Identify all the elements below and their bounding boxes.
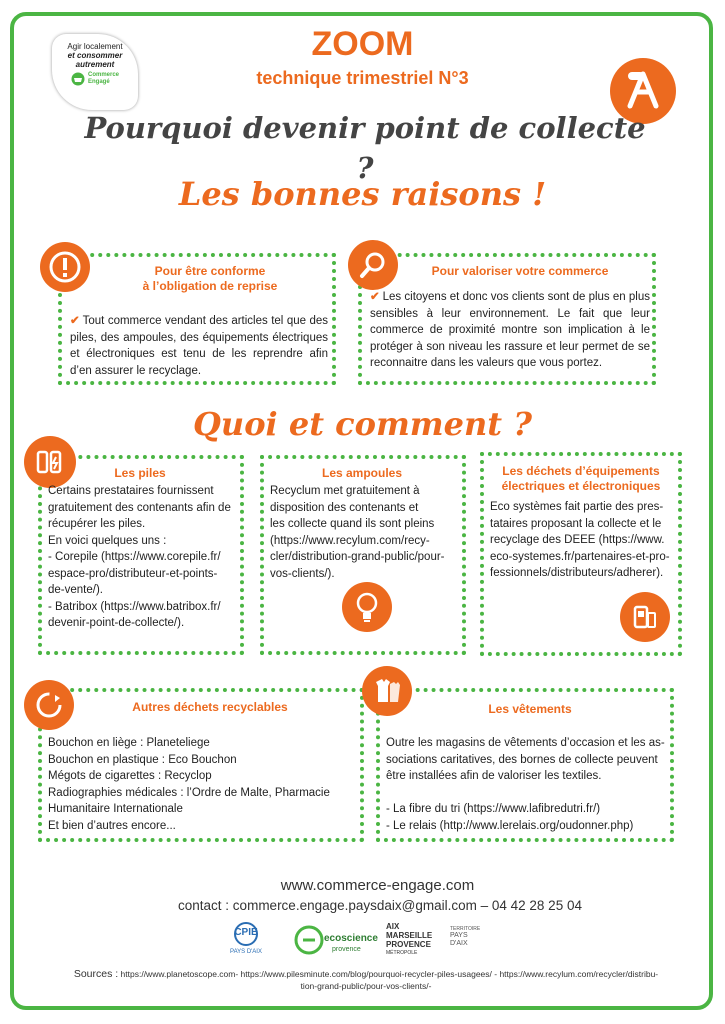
badge-line1: Agir localement xyxy=(67,42,123,51)
pays-aix-logo: TERRITOIRE PAYS D'AIX xyxy=(450,926,481,947)
autres-text: Bouchon en liège : Planeteliege Bouchon en plastique : Eco Bouchon Mégots de cigarettes : Recyclop Radiographies médicales : l’Ordre de Malte, Pharmacie Humanitaire Internationale Et bien d’autres encore... xyxy=(48,737,330,832)
piles-title: Les piles xyxy=(114,466,166,480)
page-subtitle: technique trimestriel N°3 xyxy=(256,68,469,88)
contact: contact : commerce.engage.paysdaix@gmail.com – 04 42 28 25 04 xyxy=(178,898,582,913)
ecoscience-e-icon xyxy=(294,924,324,956)
autres-title: Autres déchets recyclables xyxy=(132,700,288,714)
deee-title: Les déchets d’équipements électriques et électroniques xyxy=(501,464,661,493)
badge-line3: autrement xyxy=(75,60,115,69)
ampoules-text: Recyclum met gratuitement à disposition des contenants et les collecte quand ils sont pleins (https://www.recylum.com/recy- cler/distribution-grand-public/pour- vos-clients/). xyxy=(270,485,445,580)
badge-brand2: Engagé xyxy=(87,79,110,85)
exclamation-icon xyxy=(40,242,90,292)
reason-text-value: ✔ Les citoyens et donc vos clients sont de plus en plus sensibles à leur environnement. Le fait que leur commerce de proximité montre son implication à le protéger à son niveau les rassure et leur permet de se reconnaitre dans les valeurs que vous portez. xyxy=(370,291,650,369)
how-heading: Quoi et comment ? xyxy=(193,405,532,443)
recycle-arrow-icon xyxy=(24,680,74,730)
check-icon: ✔ xyxy=(370,291,380,303)
vetements-text: Outre les magasins de vêtements d’occasion et les as- sociations caritatives, des bornes de collecte peuvent être installées afin de valoriser les textiles. - La fibre du tri (https://www.lafibredutri.fr/) - Le relais (http://www.lerelais.org/oudonner.php) xyxy=(386,737,665,832)
lightbulb-icon xyxy=(342,582,392,632)
reason-title-conformity: Pour être conforme à l’obligation de reprise xyxy=(142,264,278,293)
metropole-logo: AIX MARSEILLE PROVENCE MÉTROPOLE xyxy=(386,922,433,956)
magnifier-icon xyxy=(348,240,398,290)
check-icon: ✔ xyxy=(70,315,80,327)
ecoscience-logo: ecoscience provence xyxy=(294,924,370,960)
phone-device-icon xyxy=(620,592,670,642)
vetements-title: Les vêtements xyxy=(488,702,572,716)
clothing-icon xyxy=(362,666,412,716)
reason-text-conformity: ✔ Tout commerce vendant des articles tel que des piles, des ampoules, des équipements électriques et électroniques est tenu de les reprendre afin d’en assurer le recyclage. xyxy=(70,315,328,377)
cpie-logo: CPIE PAYS D'AIX xyxy=(226,922,266,964)
headline: Pourquoi devenir point de collecte ? xyxy=(84,111,646,185)
badge-brand1: Commerce xyxy=(87,72,119,78)
page-title: ZOOM xyxy=(311,25,414,63)
deee-text: Eco systèmes fait partie des pres- tataires proposant la collecte et le recyclage des DEEE (https://www. eco-systemes.fr/partenaires-et-pro- fessionnels/distributeurs/adherer). xyxy=(490,501,670,579)
badge-line2: et consommer xyxy=(67,51,123,60)
reasons-heading: Les bonnes raisons ! xyxy=(178,175,547,213)
website: www.commerce-engage.com xyxy=(280,877,475,894)
battery-icon xyxy=(24,436,76,488)
sources: Sources : https://www.planetoscope.com- https://www.pilesminute.com/blog/pourquoi-recycler-piles-usagees/ - https://www.recylum.com/recycler/distribu- tion-grand-public/pour-vos-clients/- xyxy=(73,968,659,991)
reason-title-value: Pour valoriser votre commerce xyxy=(431,264,609,278)
piles-text: Certains prestataires fournissent gratuitement des contenants afin de récupérer les piles. En voici quelques uns : - Corepile (https://www.corepile.fr/ espace-pro/distributeur-et-points- de-vente/). - Batribox (https://www.batribox.fr/ devenir-point-de-collecte/). xyxy=(48,485,231,629)
ampoules-title: Les ampoules xyxy=(321,466,403,480)
